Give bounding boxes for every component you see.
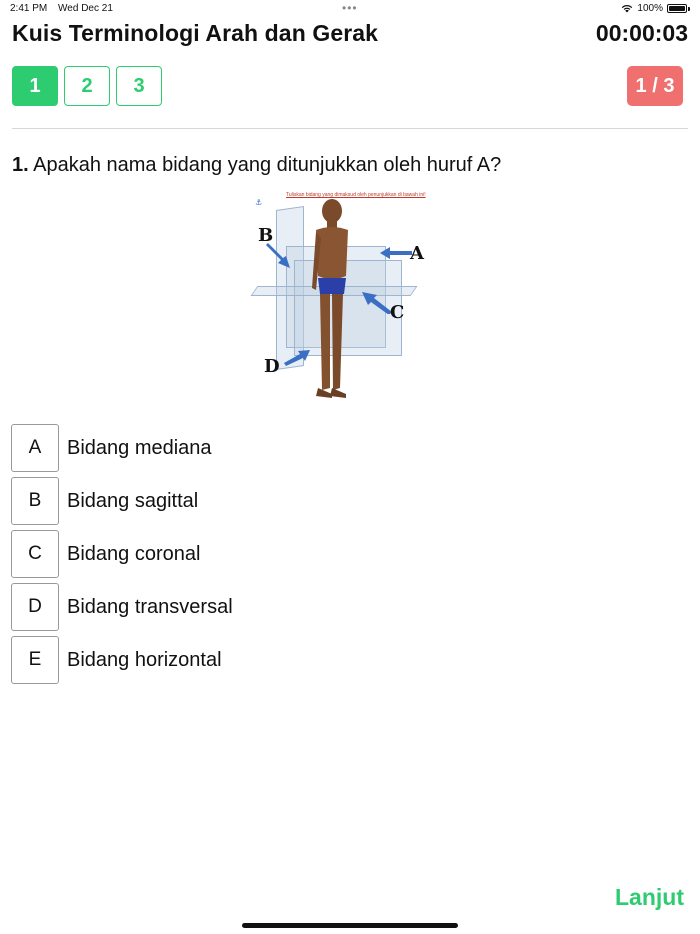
progress-badge: 1 / 3 bbox=[627, 66, 683, 106]
answer-options bbox=[11, 424, 233, 689]
status-bar bbox=[0, 0, 700, 18]
body-planes-figure bbox=[252, 190, 442, 408]
answer-option-c[interactable] bbox=[11, 530, 233, 578]
answer-option-a[interactable] bbox=[11, 424, 233, 472]
figure-caption: Tuliskan bidang yang dimaksud oleh penunjukkan di bawah ini! bbox=[286, 192, 426, 198]
arrow-a-icon bbox=[380, 246, 412, 260]
wifi-icon bbox=[621, 4, 633, 13]
question-nav-button-2[interactable]: 2 bbox=[64, 66, 110, 106]
figure-label-b: B bbox=[258, 225, 274, 246]
option-text: Bidang horizontal bbox=[67, 648, 222, 671]
human-figure-shape bbox=[308, 198, 354, 408]
arrow-d-icon bbox=[284, 348, 310, 366]
status-right bbox=[621, 3, 690, 14]
battery-tip-icon bbox=[688, 7, 690, 11]
answer-option-b[interactable] bbox=[11, 477, 233, 525]
status-date: Wed Dec 21 bbox=[58, 3, 113, 14]
question-number: 1. bbox=[12, 154, 29, 176]
option-text: Bidang mediana bbox=[67, 436, 212, 459]
next-button[interactable]: Lanjut bbox=[615, 884, 684, 910]
question-nav-button-3[interactable]: 3 bbox=[116, 66, 162, 106]
page-title: Kuis Terminologi Arah dan Gerak bbox=[12, 20, 379, 46]
battery-icon bbox=[667, 4, 687, 13]
figure-label-a: A bbox=[410, 243, 424, 264]
option-letter[interactable]: A bbox=[11, 424, 59, 472]
option-letter[interactable]: B bbox=[11, 477, 59, 525]
header-divider bbox=[12, 128, 688, 129]
question-nav-button-1[interactable]: 1 bbox=[12, 66, 58, 106]
question-body: Apakah nama bidang yang ditunjukkan oleh huruf A? bbox=[33, 154, 502, 176]
quiz-timer: 00:00:03 bbox=[595, 20, 688, 46]
question-navigator bbox=[12, 66, 162, 106]
answer-option-e[interactable] bbox=[11, 636, 233, 684]
option-text: Bidang sagittal bbox=[67, 489, 199, 512]
option-letter[interactable]: D bbox=[11, 583, 59, 631]
anchor-icon: ⚓ bbox=[255, 198, 263, 207]
arrow-c-icon bbox=[362, 290, 392, 314]
option-text: Bidang coronal bbox=[67, 542, 201, 565]
option-letter[interactable]: C bbox=[11, 530, 59, 578]
multitask-dots[interactable]: ••• bbox=[342, 1, 358, 15]
battery-percent: 100% bbox=[637, 3, 663, 14]
status-time: 2:41 PM bbox=[10, 3, 48, 14]
home-indicator[interactable] bbox=[242, 923, 458, 928]
figure-label-c: C bbox=[390, 302, 405, 323]
question-text bbox=[12, 154, 501, 177]
option-letter[interactable]: E bbox=[11, 636, 59, 684]
figure-label-d: D bbox=[264, 356, 280, 377]
answer-option-d[interactable] bbox=[11, 583, 233, 631]
status-left bbox=[10, 3, 121, 14]
option-text: Bidang transversal bbox=[67, 595, 233, 618]
